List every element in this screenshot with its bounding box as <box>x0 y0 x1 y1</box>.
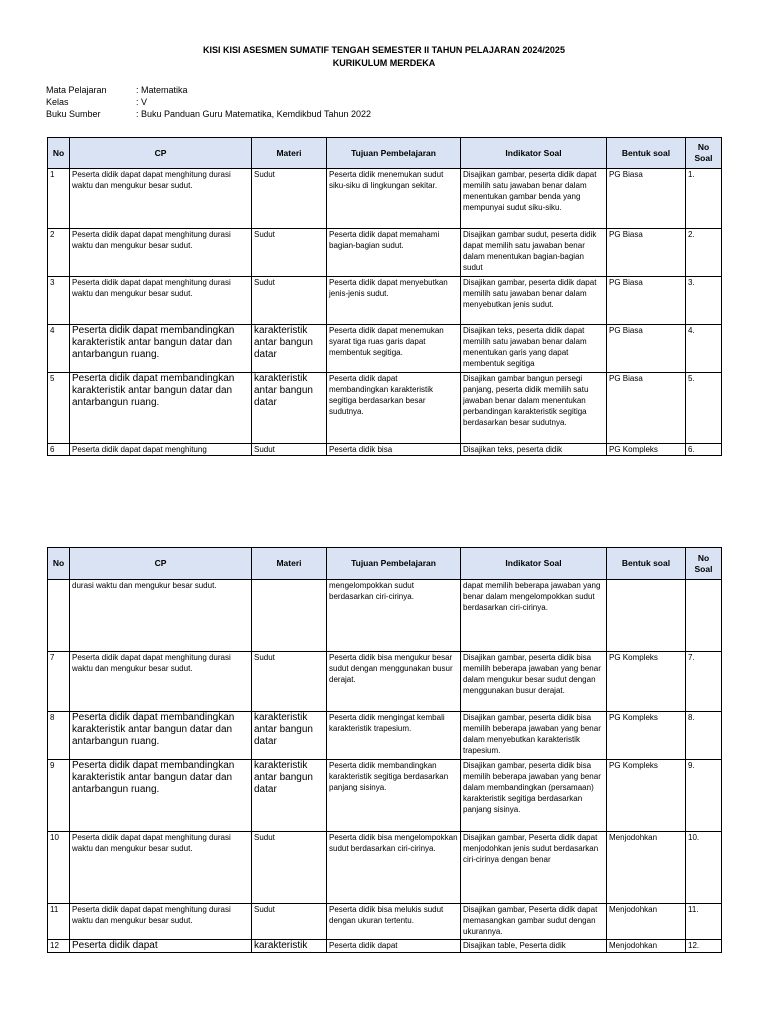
cell-indikator: Disajikan gambar, peserta didik bisa memilih beberapa jawaban yang benar dalam mengukur besar sudut dengan menggunakan busur derajat. <box>461 652 607 712</box>
cell-tujuan: Peserta didik bisa mengukur besar sudut dengan menggunakan busur derajat. <box>327 652 461 712</box>
cell-bentuk: PG Kompleks <box>607 652 686 712</box>
meta-label: Kelas <box>46 97 69 107</box>
cell-materi: karakteristik antar bangun datar <box>252 325 327 373</box>
table-row <box>48 760 722 832</box>
table-row <box>48 904 722 940</box>
cell-bentuk: PG Biasa <box>607 373 686 444</box>
meta-value: : V <box>136 97 148 107</box>
cell-materi: karakteristik antar bangun datar <box>252 712 327 760</box>
meta-value: : Buku Panduan Guru Matematika, Kemdikbud Tahun 2022 <box>136 109 371 119</box>
cell-bentuk: Menjodohkan <box>607 940 686 953</box>
table-body <box>48 580 722 953</box>
header-tujuan: Tujuan Pembelajaran <box>327 548 461 580</box>
grid-table-page-1 <box>47 137 722 456</box>
cell-bentuk <box>607 580 686 652</box>
cell-cp: Peserta didik dapat dapat menghitung durasi waktu dan mengukur besar sudut. <box>70 652 252 712</box>
header-no-soal: No Soal <box>686 548 722 580</box>
header-cp: CP <box>70 138 252 169</box>
cell-no: 6 <box>48 444 70 456</box>
cell-cp: Peserta didik dapat dapat menghitung <box>70 444 252 456</box>
table-row <box>48 832 722 904</box>
cell-cp: Peserta didik dapat <box>70 940 252 953</box>
cell-cp: Peserta didik dapat dapat menghitung durasi waktu dan mengukur besar sudut. <box>70 169 252 229</box>
cell-materi: Sudut <box>252 277 327 325</box>
cell-bentuk: PG Biasa <box>607 229 686 277</box>
cell-cp: Peserta didik dapat dapat menghitung durasi waktu dan mengukur besar sudut. <box>70 904 252 940</box>
table-row <box>48 229 722 277</box>
cell-tujuan: Peserta didik dapat membandingkan karakteristik segitiga berdasarkan besar sudutnya. <box>327 373 461 444</box>
cell-bentuk: PG Biasa <box>607 325 686 373</box>
cell-no-soal: 9. <box>686 760 722 832</box>
header-row <box>48 548 722 580</box>
cell-tujuan: Peserta didik bisa mengelompokkan sudut berdasarkan ciri-cirinya. <box>327 832 461 904</box>
header-materi: Materi <box>252 138 327 169</box>
cell-bentuk: Menjodohkan <box>607 832 686 904</box>
cell-no-soal: 1. <box>686 169 722 229</box>
table-body <box>48 169 722 456</box>
table-row <box>48 325 722 373</box>
cell-no: 2 <box>48 229 70 277</box>
cell-materi: Sudut <box>252 904 327 940</box>
header-bentuk: Bentuk soal <box>607 548 686 580</box>
meta-row <box>46 108 371 120</box>
cell-cp: Peserta didik dapat dapat menghitung durasi waktu dan mengukur besar sudut. <box>70 832 252 904</box>
meta-row <box>46 96 371 108</box>
cell-indikator: Disajikan teks, peserta didik <box>461 444 607 456</box>
cell-tujuan: Peserta didik dapat menemukan syarat tiga ruas garis dapat membentuk segitiga. <box>327 325 461 373</box>
cell-materi: Sudut <box>252 444 327 456</box>
cell-materi: karakteristik <box>252 940 327 953</box>
header-bentuk: Bentuk soal <box>607 138 686 169</box>
cell-tujuan: Peserta didik bisa <box>327 444 461 456</box>
cell-no-soal: 5. <box>686 373 722 444</box>
cell-no-soal: 2. <box>686 229 722 277</box>
meta-value: : Matematika <box>136 85 188 95</box>
cell-no: 8 <box>48 712 70 760</box>
cell-tujuan: Peserta didik membandingkan karakteristik segitiga berdasarkan panjang sisinya. <box>327 760 461 832</box>
cell-bentuk: PG Biasa <box>607 169 686 229</box>
header-tujuan: Tujuan Pembelajaran <box>327 138 461 169</box>
meta-label: Mata Pelajaran <box>46 85 107 95</box>
cell-indikator: Disajikan table, Peserta didik <box>461 940 607 953</box>
cell-bentuk: PG Kompleks <box>607 444 686 456</box>
cell-cp: durasi waktu dan mengukur besar sudut. <box>70 580 252 652</box>
cell-indikator: Disajikan gambar sudut, peserta didik dapat memilih satu jawaban benar dalam menentukan bagian-bagian sudut <box>461 229 607 277</box>
title-line-2: KURIKULUM MERDEKA <box>332 58 436 68</box>
cell-indikator: Disajikan gambar, peserta didik bisa memilih beberapa jawaban yang benar dalam membandingkan (persamaan) karakteristik segitiga berdasarkan panjang sisinya. <box>461 760 607 832</box>
cell-no: 4 <box>48 325 70 373</box>
cell-cp: Peserta didik dapat dapat menghitung durasi waktu dan mengukur besar sudut. <box>70 229 252 277</box>
cell-no: 12 <box>48 940 70 953</box>
cell-materi: karakteristik antar bangun datar <box>252 373 327 444</box>
cell-indikator: Disajikan gambar, Peserta didik dapat menjodohkan jenis sudut berdasarkan ciri-cirinya dengan benar <box>461 832 607 904</box>
header-materi: Materi <box>252 548 327 580</box>
header-cp: CP <box>70 548 252 580</box>
cell-indikator: Disajikan gambar, peserta didik dapat memilih satu jawaban benar dalam menentukan gambar benda yang mempunyai sudut siku-siku. <box>461 169 607 229</box>
header-indikator: Indikator Soal <box>461 138 607 169</box>
table-row <box>48 169 722 229</box>
cell-tujuan: Peserta didik menemukan sudut siku-siku di lingkungan sekitar. <box>327 169 461 229</box>
cell-materi <box>252 580 327 652</box>
cell-tujuan: Peserta didik bisa melukis sudut dengan ukuran tertentu. <box>327 904 461 940</box>
cell-bentuk: PG Kompleks <box>607 760 686 832</box>
table-row <box>48 277 722 325</box>
meta-row <box>46 84 371 96</box>
meta-label: Buku Sumber <box>46 109 101 119</box>
cell-materi: Sudut <box>252 652 327 712</box>
subject-info <box>46 84 371 120</box>
cell-bentuk: PG Kompleks <box>607 712 686 760</box>
header-no-soal: No Soal <box>686 138 722 169</box>
cell-no-soal: 11. <box>686 904 722 940</box>
cell-cp: Peserta didik dapat membandingkan karakteristik antar bangun datar dan antarbangun ruang. <box>70 712 252 760</box>
cell-tujuan: Peserta didik mengingat kembali karakteristik trapesium. <box>327 712 461 760</box>
table-row <box>48 940 722 953</box>
cell-no-soal <box>686 580 722 652</box>
table-row <box>48 444 722 456</box>
cell-bentuk: Menjodohkan <box>607 904 686 940</box>
cell-tujuan: Peserta didik dapat menyebutkan jenis-jenis sudut. <box>327 277 461 325</box>
cell-indikator: Disajikan gambar, Peserta didik dapat memasangkan gambar sudut dengan ukurannya. <box>461 904 607 940</box>
header-row <box>48 138 722 169</box>
cell-no-soal: 12. <box>686 940 722 953</box>
cell-no-soal: 3. <box>686 277 722 325</box>
cell-no-soal: 7. <box>686 652 722 712</box>
table-row <box>48 712 722 760</box>
cell-indikator: Disajikan gambar, peserta didik dapat memilih satu jawaban benar dalam menyebutkan jenis sudut. <box>461 277 607 325</box>
cell-no <box>48 580 70 652</box>
grid-table-page-2 <box>47 547 722 953</box>
cell-no-soal: 10. <box>686 832 722 904</box>
cell-no-soal: 8. <box>686 712 722 760</box>
cell-materi: Sudut <box>252 229 327 277</box>
cell-materi: karakteristik antar bangun datar <box>252 760 327 832</box>
cell-tujuan: mengelompokkan sudut berdasarkan ciri-cirinya. <box>327 580 461 652</box>
table-row <box>48 652 722 712</box>
header-indikator: Indikator Soal <box>461 548 607 580</box>
cell-no: 10 <box>48 832 70 904</box>
cell-no-soal: 4. <box>686 325 722 373</box>
cell-indikator: Disajikan teks, peserta didik dapat memilih satu jawaban benar dalam menentukan garis yang dapat membentuk segitiga <box>461 325 607 373</box>
cell-no: 3 <box>48 277 70 325</box>
cell-cp: Peserta didik dapat membandingkan karakteristik antar bangun datar dan antarbangun ruang. <box>70 373 252 444</box>
cell-materi: Sudut <box>252 169 327 229</box>
cell-bentuk: PG Biasa <box>607 277 686 325</box>
cell-materi: Sudut <box>252 832 327 904</box>
cell-indikator: Disajikan gambar, peserta didik bisa memilih beberapa jawaban yang benar dalam menyebutkan karakteristik trapesium. <box>461 712 607 760</box>
cell-no: 9 <box>48 760 70 832</box>
header-no: No <box>48 548 70 580</box>
cell-no: 1 <box>48 169 70 229</box>
cell-no-soal: 6. <box>686 444 722 456</box>
cell-cp: Peserta didik dapat membandingkan karakteristik antar bangun datar dan antarbangun ruang. <box>70 325 252 373</box>
cell-no: 7 <box>48 652 70 712</box>
cell-tujuan: Peserta didik dapat memahami bagian-bagian sudut. <box>327 229 461 277</box>
table-row <box>48 580 722 652</box>
cell-indikator: Disajikan gambar bangun persegi panjang, peserta didik memilih satu jawaban benar dalam menentukan perbandingan karakteristik segitiga berdasarkan besar sudutnya. <box>461 373 607 444</box>
table-row <box>48 373 722 444</box>
header-no: No <box>48 138 70 169</box>
cell-tujuan: Peserta didik dapat <box>327 940 461 953</box>
cell-no: 5 <box>48 373 70 444</box>
cell-indikator: dapat memilih beberapa jawaban yang benar dalam mengelompokkan sudut berdasarkan ciri-cirinya. <box>461 580 607 652</box>
cell-cp: Peserta didik dapat dapat menghitung durasi waktu dan mengukur besar sudut. <box>70 277 252 325</box>
document-title <box>0 44 768 70</box>
cell-no: 11 <box>48 904 70 940</box>
title-line-1: KISI KISI ASESMEN SUMATIF TENGAH SEMESTER II TAHUN PELAJARAN 2024/2025 <box>203 45 565 55</box>
cell-cp: Peserta didik dapat membandingkan karakteristik antar bangun datar dan antarbangun ruang. <box>70 760 252 832</box>
